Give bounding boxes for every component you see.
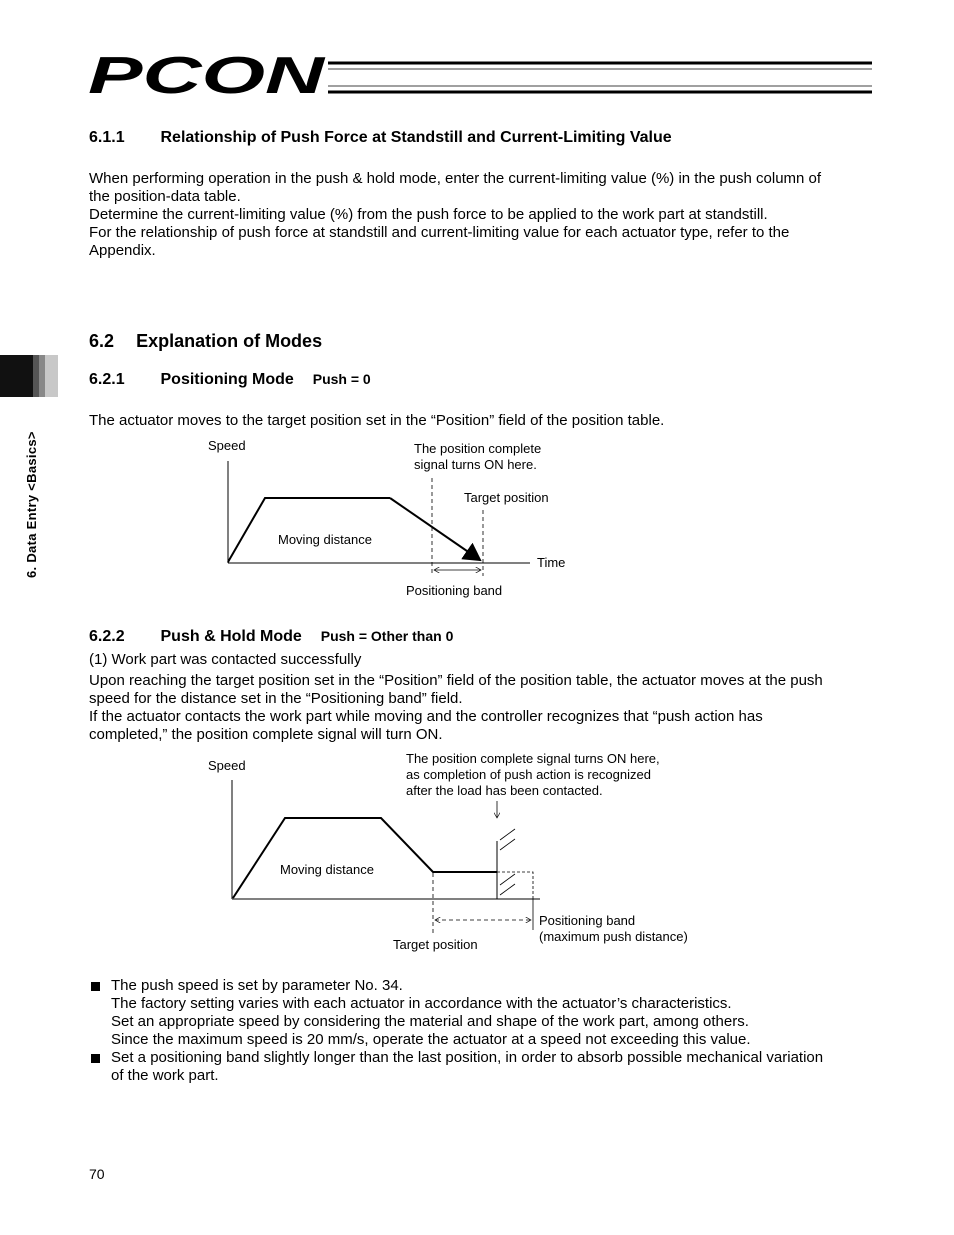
bullet-square-icon bbox=[91, 982, 100, 991]
chapter-side-label: 6. Data Entry <Basics> bbox=[24, 431, 39, 578]
d2-hatch bbox=[500, 874, 515, 885]
paragraph-line: Determine the current-limiting value (%) from the push force to be applied to the work part at standstill. bbox=[89, 206, 768, 223]
paragraph-line: Upon reaching the target position set in the “Position” field of the position table, the actuator moves at the push bbox=[89, 672, 823, 689]
d1-complete-line2: signal turns ON here. bbox=[414, 457, 537, 472]
d2-hatch bbox=[500, 839, 515, 850]
d2-moving-label: Moving distance bbox=[280, 862, 374, 877]
paragraph-line: Appendix. bbox=[89, 242, 156, 259]
d2-band-outline bbox=[497, 872, 533, 899]
d1-band-label: Positioning band bbox=[406, 583, 503, 598]
d2-complete-line1: The position complete signal turns ON here, bbox=[406, 751, 660, 766]
section-621-number: 6.2.1 bbox=[89, 371, 125, 388]
paragraph-line: speed for the distance set in the “Positioning band” field. bbox=[89, 690, 463, 707]
section-62-number: 6.2 bbox=[89, 331, 115, 351]
logo-wordmark: PCON bbox=[88, 48, 327, 98]
d1-speed-label: Speed bbox=[208, 438, 246, 453]
section-611-number: 6.1.1 bbox=[89, 129, 125, 146]
d2-band-line1: Positioning band bbox=[539, 913, 636, 928]
notes-list bbox=[89, 977, 869, 1085]
section-622-number: 6.2.2 bbox=[89, 628, 125, 645]
section-62-title: Explanation of Modes bbox=[136, 331, 323, 351]
d1-moving-label: Moving distance bbox=[278, 532, 372, 547]
d2-speed-profile bbox=[233, 818, 497, 898]
section-622-case: (1) Work part was contacted successfully bbox=[89, 651, 362, 668]
section-622-note: Push = Other than 0 bbox=[320, 628, 454, 644]
bullet-line: Set a positioning band slightly longer than the last position, in order to absorb possible mechanical variation bbox=[111, 1049, 824, 1066]
d1-time-label: Time bbox=[537, 555, 566, 570]
list-item bbox=[89, 1049, 869, 1085]
bullet-line: of the work part. bbox=[111, 1067, 219, 1084]
section-622-title: Push & Hold Mode bbox=[160, 628, 302, 645]
paragraph-line: If the actuator contacts the work part while moving and the controller recognizes that “push action has bbox=[89, 708, 763, 725]
bullet-line: Since the maximum speed is 20 mm/s, operate the actuator at a speed not exceeding this value. bbox=[111, 1031, 751, 1048]
page-number: 70 bbox=[89, 1166, 105, 1182]
d2-speed-label: Speed bbox=[208, 758, 246, 773]
d2-band-line2: (maximum push distance) bbox=[539, 929, 688, 944]
section-621-text: The actuator moves to the target position set in the “Position” field of the position table. bbox=[89, 412, 665, 429]
paragraph-line: the position-data table. bbox=[89, 188, 241, 205]
d1-complete-line1: The position complete bbox=[414, 441, 542, 456]
d2-hatch bbox=[500, 884, 515, 895]
d2-complete-line3: after the load has been contacted. bbox=[406, 783, 603, 798]
section-611-title: Relationship of Push Force at Standstill and Current-Limiting Value bbox=[160, 129, 672, 146]
d2-complete-line2: as completion of push action is recognized bbox=[406, 767, 651, 782]
d2-hatch bbox=[500, 829, 515, 840]
paragraph-line: When performing operation in the push & hold mode, enter the current-limiting value (%) in the push column of bbox=[89, 170, 822, 187]
d2-target-label: Target position bbox=[393, 937, 478, 952]
section-621-note: Push = 0 bbox=[312, 371, 371, 387]
section-621-title: Positioning Mode bbox=[160, 371, 294, 388]
bullet-line: The push speed is set by parameter No. 34. bbox=[111, 977, 403, 994]
paragraph-line: completed,” the position complete signal will turn ON. bbox=[89, 726, 443, 743]
d1-target-label: Target position bbox=[464, 490, 549, 505]
paragraph-line: For the relationship of push force at standstill and current-limiting value for each actuator type, refer to the bbox=[89, 224, 790, 241]
list-item bbox=[89, 977, 869, 1049]
bullet-line: Set an appropriate speed by considering the material and shape of the work part, among others. bbox=[111, 1013, 749, 1030]
bullet-line: The factory setting varies with each actuator in accordance with the actuator’s characteristics. bbox=[111, 995, 732, 1012]
bullet-square-icon bbox=[91, 1054, 100, 1063]
